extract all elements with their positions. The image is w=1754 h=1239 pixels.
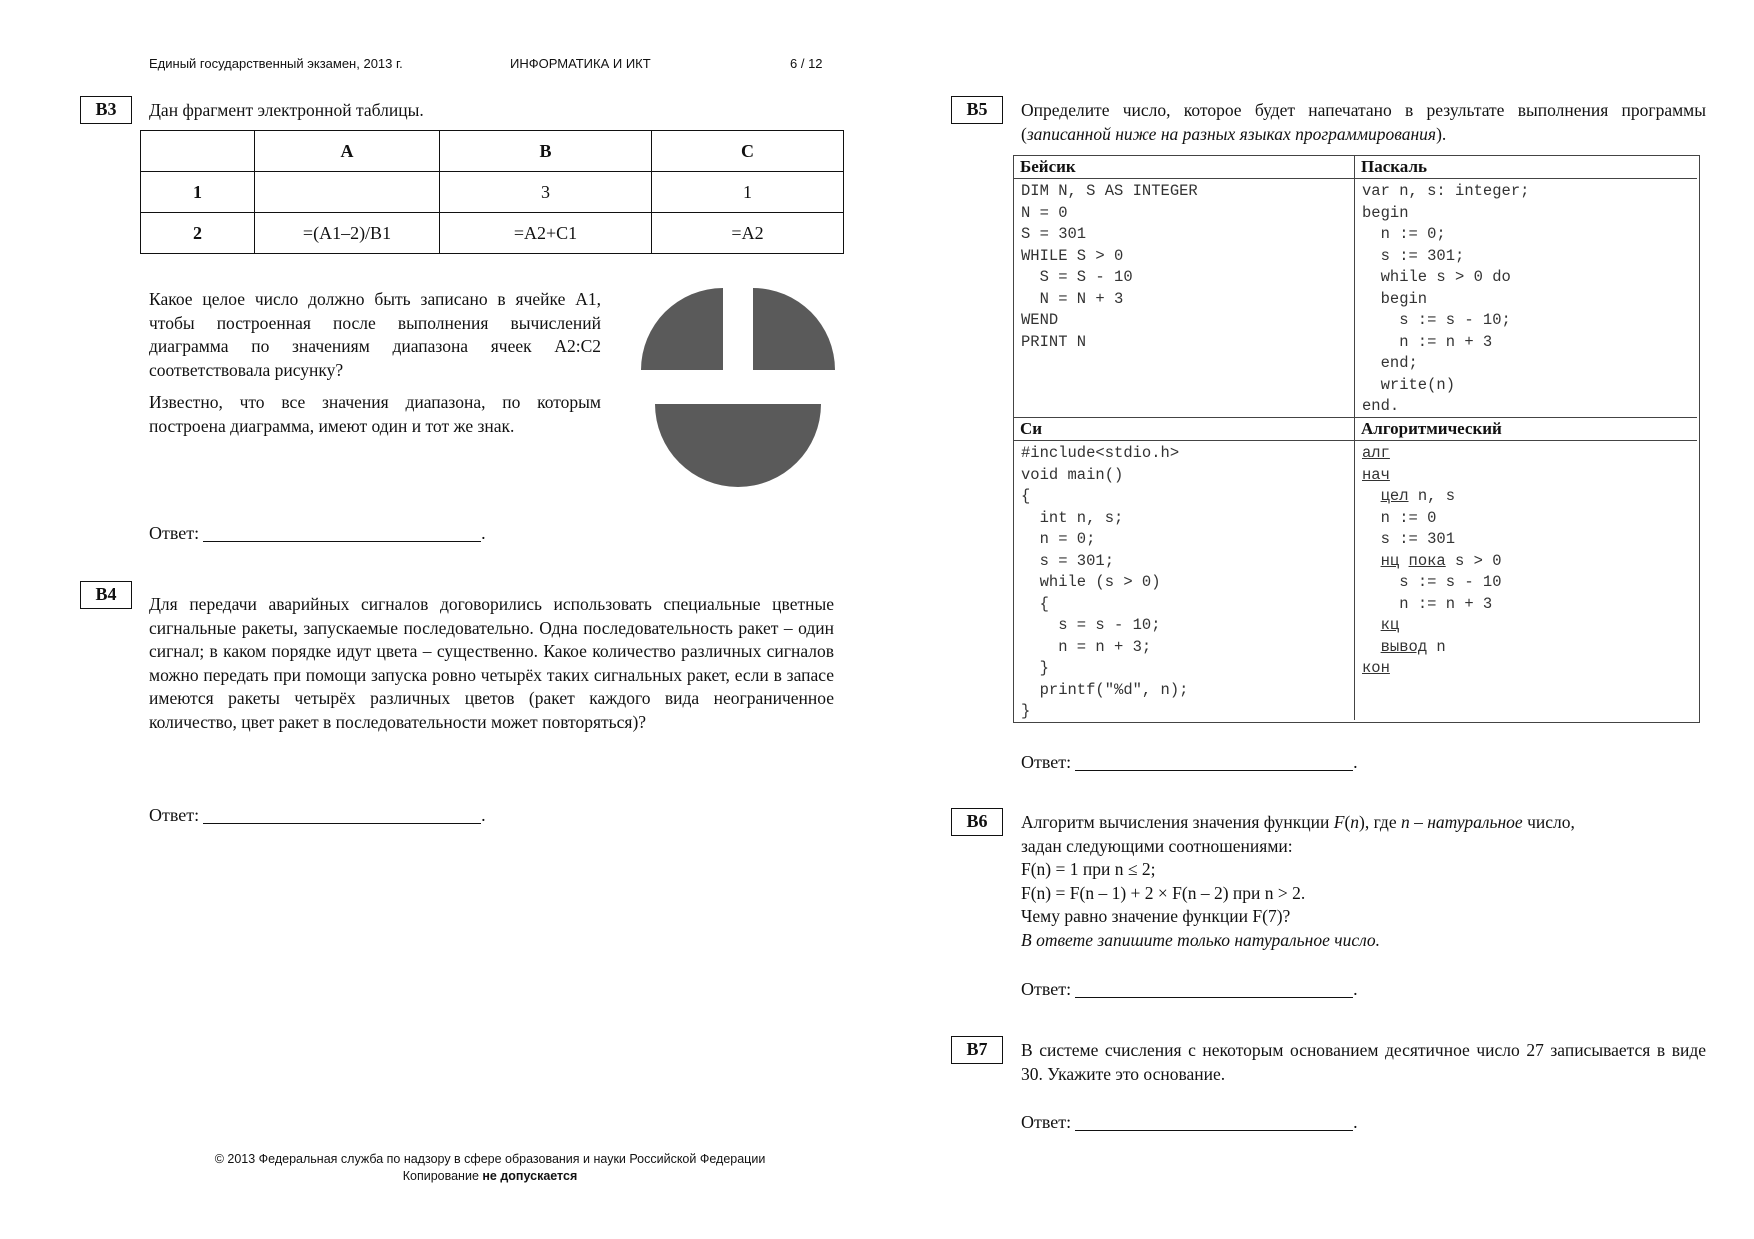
footer-copying [140, 1168, 840, 1185]
algo-kon: кон [1362, 659, 1390, 677]
cell-b1: 3 [440, 172, 652, 213]
algo-vyvod-rest: n [1427, 637, 1446, 656]
b3-note: Известно, что все значения диапазона, по которым построена диаграмма, имеют один и тот же знак. [149, 392, 601, 436]
b5-answer-field[interactable] [1075, 752, 1353, 771]
b5-answer-label: Ответ: [1021, 752, 1072, 772]
b6-dash: – [1409, 812, 1428, 832]
code-table [1013, 155, 1700, 723]
algo-cel-rest: n, s [1408, 487, 1456, 505]
pie-slice-top-left [641, 288, 723, 370]
basic-header: Бейсик [1014, 156, 1354, 179]
table-row [141, 213, 844, 254]
algo-alg: алг [1362, 444, 1390, 462]
b5-label: B5 [951, 96, 1003, 124]
b4-answer-label: Ответ: [149, 805, 200, 825]
b7-answer: Ответ: . [1021, 1112, 1358, 1132]
b6-natural: натуральное [1427, 812, 1523, 832]
pascal-cell [1355, 156, 1697, 418]
b6-rel2: F(n) = F(n – 1) + 2 × F(n – 2) при n > 2. [1021, 882, 1306, 903]
algo-line-s: s := 301 [1380, 530, 1456, 548]
row-header-2: 2 [141, 213, 255, 254]
b6-answer-label: Ответ: [1021, 979, 1072, 999]
cell-c2: =A2 [652, 213, 844, 254]
c-code: #include<stdio.h> void main() { int n, s; n = 0; s = 301; while (s > 0) { s = s - 10; n = n + 3; } printf("%d", n); } [1021, 444, 1189, 720]
table-corner-cell [141, 131, 255, 172]
page-number: 6 / 12 [790, 56, 823, 71]
algo-header: Алгоритмический [1355, 418, 1697, 441]
pie-slice-top-right [753, 288, 835, 370]
cell-b2: =A2+C1 [440, 213, 652, 254]
algo-nc: нц [1380, 551, 1400, 570]
b6-question: Чему равно значение функции F(7)? [1021, 906, 1291, 926]
row-header-1: 1 [141, 172, 255, 213]
b7-answer-label: Ответ: [1021, 1112, 1072, 1132]
algo-poka: пока [1408, 551, 1446, 570]
footer-copying-a: Копирование [402, 1169, 483, 1183]
b4-text: Для передачи аварийных сигналов договорились использовать специальные цветные сигнальные ракеты, запускаемые последовательно. Одна последовательность ракет – один сигнал; в каком порядке идут цвета – существенно. Какое количество различных сигналов можно передать при помощи запуска ровно четырёх таких сигнальных ракет, если в запасе имеются ракеты четырёх различных цветов (ракет каждого вида неограниченное количество, цвет ракет в последовательности может повторяться)? [149, 594, 834, 732]
b6-paren-open: ( [1344, 812, 1351, 832]
column-header-b: B [440, 131, 652, 172]
b3-intro: Дан фрагмент электронной таблицы. [149, 100, 424, 120]
b6-fn: F [1333, 812, 1345, 832]
algo-line-n: n := 0 [1380, 508, 1437, 527]
b6-line1 [1021, 811, 1706, 835]
pascal-header: Паскаль [1355, 156, 1697, 179]
b3-answer-label: Ответ: [149, 523, 200, 543]
b6-line1-a: Алгоритм вычисления значения функции [1021, 812, 1334, 832]
spreadsheet-table [140, 130, 844, 254]
b6-n: n [1350, 812, 1360, 832]
algo-code [1355, 441, 1697, 680]
b7-answer-field[interactable] [1075, 1112, 1353, 1131]
b7-text: В системе счисления с некоторым основанием десятичное число 27 записывается в виде 30. Укажите это основание. [1021, 1040, 1706, 1084]
footer-copyright: © 2013 Федеральная служба по надзору в сфере образования и науки Российской Федерации [214, 1152, 766, 1166]
b6-rel1: F(n) = 1 при n ≤ 2; [1021, 859, 1156, 879]
footer [140, 1151, 840, 1185]
subject-title: ИНФОРМАТИКА И ИКТ [510, 56, 651, 71]
b6-answer-field[interactable] [1075, 979, 1353, 998]
basic-cell [1014, 156, 1355, 418]
algo-nach: нач [1362, 465, 1390, 484]
cell-c1: 1 [652, 172, 844, 213]
pascal-code: var n, s: integer; begin n := 0; s := 301; while s > 0 do begin s := s - 10; n := n + 3 end; write(n) end. [1362, 182, 1530, 415]
b6-answer: Ответ: . [1021, 979, 1358, 999]
b5-text-italic: записанной ниже на разных языках программирования [1026, 123, 1437, 144]
b4-answer: Ответ: . [149, 805, 486, 825]
b5-text: Определите число, которое будет напечатано в результате выполнения программы (записанной ниже на разных языках программирования). [1021, 100, 1706, 144]
b3-label: B3 [80, 96, 132, 124]
b6-line2: задан следующими соотношениями: [1021, 835, 1293, 856]
b6-text [1021, 811, 1706, 952]
column-header-a: A [255, 131, 440, 172]
pie-slice-bottom [655, 404, 821, 487]
b5-text-main: Определите число, которое будет напечатано в результате выполнения программы [1021, 100, 1706, 120]
b6-n2: n [1400, 812, 1410, 832]
c-cell [1014, 418, 1355, 720]
b3-answer: Ответ: . [149, 523, 486, 543]
b7-label: B7 [951, 1036, 1003, 1064]
algo-kc: кц [1380, 616, 1400, 634]
footer-copying-b: не допускается [482, 1169, 578, 1183]
b5-answer: Ответ: . [1021, 752, 1358, 772]
algo-cond: s > 0 [1445, 551, 1502, 570]
b6-line1-c: ), где [1359, 812, 1401, 832]
algo-cell [1355, 418, 1697, 720]
b6-line1-e: число, [1522, 812, 1575, 832]
b6-label: B6 [951, 808, 1003, 836]
b4-label: B4 [80, 581, 132, 609]
c-header: Си [1014, 418, 1354, 441]
algo-line-s-dec: s := s - 10 [1399, 573, 1502, 591]
b3-question: Какое целое число должно быть записано в ячейке A1, чтобы построенная после выполнения вычислений диаграмма по значениям диапазона ячеек A2:C2 соответствовала рисунку? [149, 289, 601, 380]
exam-title: Единый государственный экзамен, 2013 г. [149, 56, 403, 71]
pie-chart [630, 280, 850, 500]
column-header-c: C [652, 131, 844, 172]
b3-answer-field[interactable] [203, 523, 481, 542]
b6-note: В ответе запишите только натуральное число. [1021, 929, 1381, 950]
algo-line-n-inc: n := n + 3 [1399, 594, 1493, 613]
table-row [141, 172, 844, 213]
basic-code: DIM N, S AS INTEGER N = 0 S = 301 WHILE S > 0 S = S - 10 N = N + 3 WEND PRINT N [1021, 182, 1198, 351]
cell-a1 [255, 172, 440, 213]
algo-vyvod: вывод [1380, 637, 1428, 656]
table-header-row [141, 131, 844, 172]
algo-cel: цел [1380, 487, 1409, 505]
b4-answer-field[interactable] [203, 805, 481, 824]
cell-a2: =(A1–2)/B1 [255, 213, 440, 254]
